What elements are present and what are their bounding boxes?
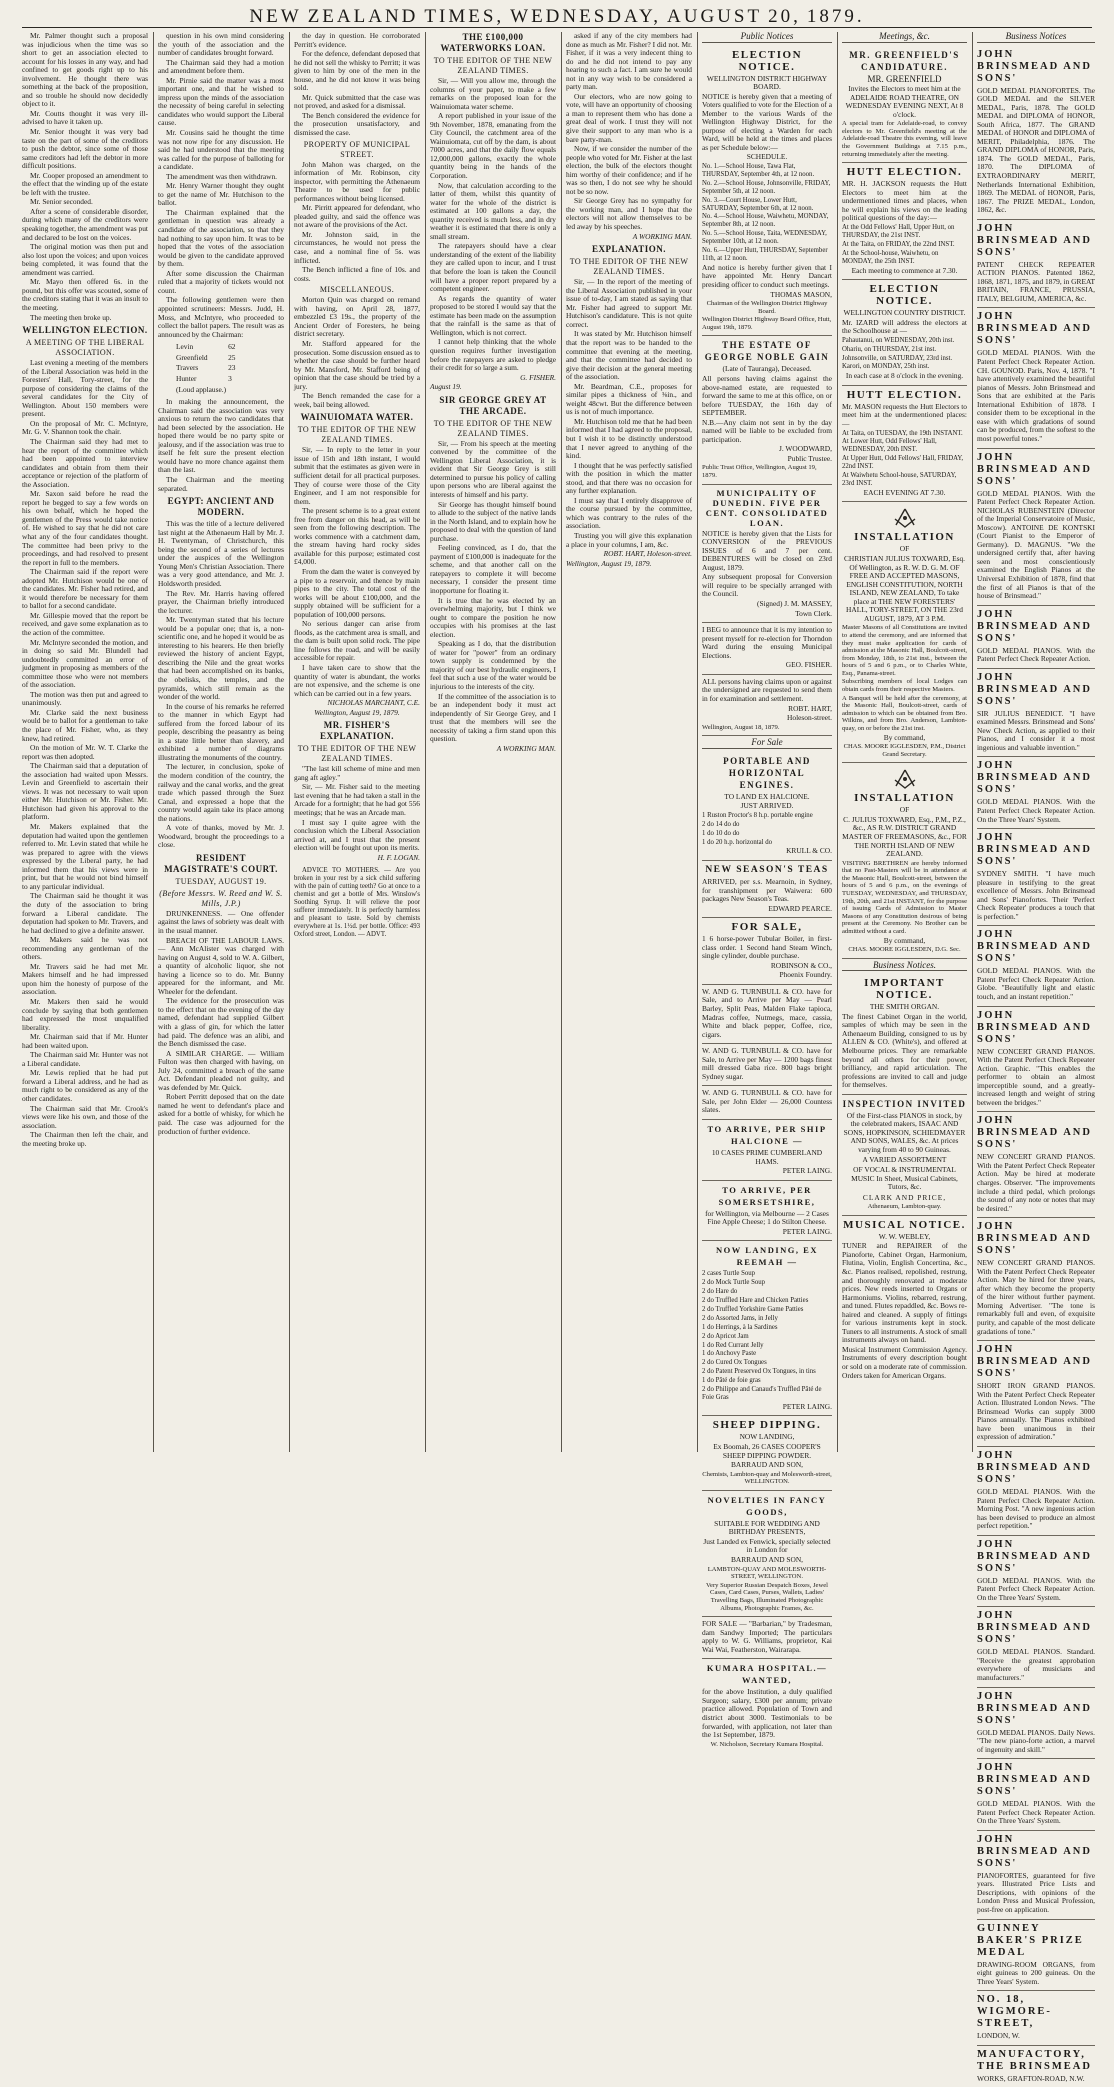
advertisement: THE ESTATE OF GEORGE NOBLE GAIN (Late of Tauranga), Deceased. All persons having claims against the above-named estate, are requested to forward the same to me at this office, on or before TUESDAY, the 16th day of SEPTEMBER. N.B.—Any claim not sent in by the day named will be liable to be excluded from participation. J. WOODWARD, Public Trustee. Public Trust Office, Wellington, August 19, 1879. (702, 336, 832, 484)
advertisement: JOHN BRINSMEAD AND SONS' GOLD MEDAL PIANOS. With the Patent Perfect Check Repeater Action. Globe. "Beautifully light and elastic touch, and an instant repetition." (977, 926, 1095, 1006)
advertisement: JOHN BRINSMEAD AND SONS' GOLD MEDAL PIANOS. With the Patent Perfect Check Repeater Action. On the Three Years' System. (977, 1759, 1095, 1831)
article-heading: EXPLANATION. (591, 244, 667, 255)
masthead (22, 6, 1092, 28)
advertisement: W. AND G. TURNBULL & CO. have for Sale, and to Arrive per May — Pearl Barley, Split Peas, Malden Flake tapioca, Madras coffee, Nutmegs, mace, cassia, White and black pepper, Coffee, rice, cigars. (702, 985, 832, 1044)
table-row: Travers 23 (176, 363, 236, 373)
table-row: Hunter 3 (176, 373, 232, 383)
advertisement: JOHN BRINSMEAD AND SONS' SYDNEY SMITH. "I have much pleasure in testifying to the great excellence of Messrs. John Brinsmead and Sons' Pianofortes. Their 'Perfect Check Repeater' produces a touch that is perfection." (977, 829, 1095, 926)
article-subheading: TO THE EDITOR OF THE NEW ZEALAND TIMES. (297, 744, 417, 764)
advertisement: HUTT ELECTION. MR. H. JACKSON requests the Hutt Electors to meet him at the undermentioned times and places, when he will explain his views on the leading political questions of the day:— At the Odd Fellows' Hall, Upper Hutt, on THURSDAY, the 21st INST. At the Taita, on FRIDAY, the 22nd INST. At the School-house, Waiwhetu, on MONDAY, the 25th INST. Each meeting to commence at 7.30. (842, 163, 967, 280)
advertisement: INSTALLATION OF CHRISTIAN JULIUS TOXWARD, Esq. Of Wellington, as R. W. D. G. M. OF FREE AND ACCEPTED MASONS, ENGLISH CONSTITUTION, NORTH ISLAND, NEW ZEALAND, To take place at THE NEW FORESTERS' HALL, TORY-STREET, ON THE 23rd AUGUST, 1879, AT 3 P.M. Master Masons of all Constitutions are invited to attend the ceremony, and are informed that they must make application for cards of admission at the Masonic Hall, Boulcott-street, from Monday, 18th, to 21st inst., between the hours of 5 and 6 p.m., or to Charles White, Esq., Panama-street. Subscribing members of local Lodges can obtain cards from their respective Masters. A Banquet will be held after the ceremony, at the Masonic Hall, Boulcott-street, cards of admission to which can be obtained from Bro. Wilkins, and from Bro. Anderson, Lambton-quay, on or before the 21st inst. By command, CHAS. MOORE IGGLESDEN, P.M., District Grand Secretary. (842, 502, 967, 763)
article-heading: RESIDENT MAGISTRATE'S COURT. (164, 852, 278, 874)
column-1 (22, 32, 148, 1452)
letter-signature: H. F. LOGAN. (377, 852, 420, 862)
advertisement: JOHN BRINSMEAD AND SONS' GOLD MEDAL PIANOFORTES. The GOLD MEDAL and the SILVER MEDAL, Paris, 1878. The GOLD MEDAL and DIPLOMA of HONOR, South Africa, 1877. The GRAND MEDAL of HONOR and DIPLOMA of MERIT, Philadelphia, 1876. The GRAND DIPLOMA of HONOR, Paris, 1874. The GOLD MEDAL, Paris, 1870. The DIPLOMA of EXTRAORDINARY MERIT, Netherlands International Exhibition, 1869. The MEDAL of HONOR, Paris, 1867. The PRIZE MEDAL, London, 1862, &c. (977, 46, 1095, 220)
advertisement: JOHN BRINSMEAD AND SONS' GOLD MEDAL PIANOS. With the Patent Perfect Check Repeater Action. Morning Post. "A new ingenious action has been devised to produce an almost perfect repetition." (977, 1447, 1095, 1536)
col1-top: Mr. Palmer thought such a proposal was injudicious when the time was so short to get an association elected to account for his losses in any way, and had confined to get goods right up to his involvement. He thought there was something at the back of the proposition, and so trouble he should now decidedly object to it. Mr. Coutts thought it was very ill-advised to have it taken up. Mr. Senior thought it was very bad taste on the part of some of the creditors to push the debtor, since some of those same creditors had left the debtor in more difficult positions. Mr. Cooper proposed an amendment to the effect that the winding up of the estate be left with the trustee. Mr. Senior seconded. After a scene of considerable disorder, during which many of the creditors were speaking together, the amendment was put and declared to be lost on the voices. The original motion was then put and also lost upon the voices; and upon voices being completed, it was found that the amendment was carried. Mr. Mayo then offered 6s. in the pound, but this offer was scouted, some of the creditors stating that it was an insult to the meeting. The meeting then broke up. (22, 31, 148, 322)
advertisement: W. AND G. TURNBULL & CO. have for Sale, to Arrive per May — 1200 bags finest mill dressed Gaba rice. 800 bags bright Sydney sugar. (702, 1044, 832, 1086)
section-heading: Public Notices (702, 32, 832, 43)
article-heading: MR. FISHER'S EXPLANATION. (319, 720, 395, 742)
article-subheading: TO THE EDITOR OF THE NEW ZEALAND TIMES. (433, 56, 553, 75)
column-8 (977, 31, 1095, 2083)
advertisement: IMPORTANT NOTICE. THE SMITH ORGAN. The finest Cabinet Organ in the world, samples of which may be seen in the Athenaeum Building, consigned to us by ALLEN & CO. (White's), and offered at Melbourne prices. They are remarkable beyond all others for their power, brilliancy, and rapid articulation. The professions are invited to call and judge for themselves. (842, 974, 967, 1094)
advertisement: I BEG to announce that it is my intention to present myself for re-election for Thorndon Ward during the ensuing Municipal Elections. GEO. FISHER. (702, 623, 832, 675)
advertisement: KUMARA HOSPITAL.—WANTED, for the above Institution, a duly qualified Surgeon; salary, £300 per annum; private practice allowed. Population of Town and district about 3000. Testimonials to be forwarded, with application, not later than the 1st September, 1879. W. Nicholson, Secretary Kumara Hospital. (702, 1663, 832, 1748)
column-rule (697, 32, 698, 1452)
advertisement: FOR SALE — "Barbarian," by Tradesman, dam Sandwy Imported; The particulars apply to W. G. Williams, proprietor, Kai Wai Wai, Featherston, Wairarapa. (702, 1617, 832, 1659)
article-heading: WELLINGTON ELECTION. (22, 325, 148, 336)
advertisement: JOHN BRINSMEAD AND SONS' PIANOFORTES, guaranteed for five years. Illustrated Price Lists and Descriptions, with opinions of the London Press and Musical Profession, post-free on application. (977, 1831, 1095, 1920)
advertisement: JOHN BRINSMEAD AND SONS' GOLD MEDAL PIANOS. With the Patent Perfect Check Repeater Action. On the Three Years' System. (977, 1536, 1095, 1608)
column-rule (972, 32, 973, 1452)
advertisement: INSPECTION INVITED Of the First-class PIANOS in stock, by the celebrated makers, ISAAC AND SONS, HOPKINSON, SCHIEDMAYER AND SONS, WALES, &c. At prices varying from 40 to 90 Guineas. A VARIED ASSORTMENT OF VOCAL & INSTRUMENTAL MUSIC In Sheet, Musical Cabinets, Tutors, &c. CLARK AND PRICE, Athenaeum, Lambton-quay. (842, 1095, 967, 1216)
article-subheading: A MEETING OF THE LIBERAL ASSOCIATION. (25, 338, 145, 358)
advertisement: JOHN BRINSMEAD AND SONS' SIR JULIUS BENEDICT. "I have examined Messrs. Brinsmead and Sons' New Check Action, as applied to their Pianos, and I consider it a most ingenious and valuable invention." (977, 669, 1095, 758)
advertisement: MUSICAL NOTICE. W. W. WEBLEY, TUNER and REPAIRER of the Pianoforte, Cabinet Organ, Harmonium, Flutina, Violin, English Concertina, &c., &c. Pianos realised, repolished, restrung, and thoroughly renovated at moderate prices. New reeds inserted to Organs or Harmoniums. Violins, rebarred, restrung, and tuned. Flutes repaddled, &c. Bows re-haired and cleaned. A supply of fittings for various instruments kept in stock. Tuners to all instruments. A stock of small instruments always on hand. Musical Instrument Commission Agency. Instruments of every description bought or sold on a moderate rate of commission. Orders taken for American Organs. (842, 1218, 967, 1380)
advertisement: JOHN BRINSMEAD AND SONS' NEW CONCERT GRAND PIANOS. With the Patent Perfect Check Repeater Action. Graphic. "This enables the performer to obtain an almost imperceptible sound, and a greatly-increased length and weight of string between the bridges." (977, 1007, 1095, 1113)
article-subheading: TO THE EDITOR OF THE NEW ZEALAND TIMES. (297, 425, 417, 445)
advertisement: JOHN BRINSMEAD AND SONS' GOLD MEDAL PIANOS. With the Patent Perfect Check Repeater Action. CH. GOUNOD. Paris, Nov. 4, 1878. "I have attentively examined the beautiful pianos of Messrs. John Brinsmead and Sons that are exhibited at the Paris International Exhibition of 1878. I consider them to be exceptional in the ease with which gradations of sound can be produced, from the softest to the most powerful tones." (977, 308, 1095, 448)
column-rule (425, 32, 426, 1452)
article-heading: WAINUIOMATA WATER. (300, 412, 414, 423)
letter-signature: A WORKING MAN. (496, 743, 556, 753)
advertisement: FOR SALE, 1 6 horse-power Tubular Boiler, in first-class order. 1 Second hand Steam Winch, single cylinder, double purchase. ROBINSON & CO., Phoenix Foundry. (702, 918, 832, 985)
column-rule (837, 32, 838, 1452)
advertisement: PORTABLE AND HORIZONTAL ENGINES. TO LAND EX HALCIONE. JUST ARRIVED. 1 Ruston Proctor's 8 h.p. portable engine 2 do 14 do do 1 do 10 do do 1 do 20 h.p. horizontal do KRULL & CO. (702, 752, 832, 861)
advertisement: HUTT ELECTION. Mr. MASON requests the Hutt Electors to meet him at the undermentioned places:— At Taita, on TUESDAY, the 19th INSTANT. At Lower Hutt, Odd Fellows' Hall, WEDNESDAY, 20th INST. At Upper Hutt, Odd Fellows' Hall, FRIDAY, 22nd INST. At Waiwhetu School-house, SATURDAY, 23rd INST. EACH EVENING AT 7.30. (842, 386, 967, 503)
column-rule (153, 32, 154, 1452)
advertisement: ALL persons having claims upon or against the undersigned are requested to send them in for examination and settlement. ROBT. HART, Holeson-street. Wellington, August 18, 1879. (702, 675, 832, 736)
table-row: Levin 62 (176, 342, 236, 352)
letter-signature: G. FISHER. (520, 372, 556, 382)
advertisement: JOHN BRINSMEAD AND SONS' GOLD MEDAL PIANOS. With the Patent Perfect Check Repeater Action. NICHOLAS RUBENSTEIN (Director of the Imperial Conservatoire of Music, Moscow). ANTOINE DE KONTSKI (Court Pianist to the Emperor of Germany). D. MAGNUS. "We the undersigned certify that, after having seen and most conscientiously examined the English Pianos at the Universal Exhibition of 1878, find that the first of all Pianos is that of the house of Brinsmead." (977, 449, 1095, 606)
advertisement: W. AND G. TURNBULL & CO. have for Sale, per John Elder — 26,000 Countess slates. (702, 1086, 832, 1120)
column-2: question in his own mind considering the youth of the association and the number of candidates brought forward. The Chairman said they had a motion and amendment before them. Mr. Pirnie said the matter was a most important one, and that he wished to impress upon the minds of the association the necessity of being careful in selecting candidates who would support the Liberal cause. Mr. Cousins said he thought the time was not now ripe for any discussion. He said he had understood that the meeting was called for the purpose of balloting for a candidate. The amendment was then withdrawn. Mr. Henry Warner thought they ought to get the name of Mr. Hutchison to the ballot. The Chairman explained that the gentleman in question was already a candidate of the association, so that they had nothing to say upon him. It was to be hoped that the votes of the association would be given to the candidate approved by them. After some discussion the Chairman ruled that a majority of tickets would not count. The following gentlemen were then appointed scrutineers: Messrs. Judd, H. Moss, and McIntyre, who proceeded to collect the ballot papers. The result was as announced by the Chairman: Levin 62 Greenfield 25 Travers 23 Hunter 3 (Loud applause.) In making the announcement, the Chairman said the association was very anxious to return the two candidates that had been selected by the association. He hoped there would be no party spite or jealousy, and if the association was true to itself he felt sure the present election would have no more chance against them than the last. The Chairman and the meeting separated. EGYPT: ANCIENT AND MODERN. This was the title of a lecture delivered last night at the Athenaeum Hall by Mr. J. H. Twentyman, of Christchurch, this being the second of a series of lectures under the auspices of the Wellington Young Men's Christian Association. There was a very good attendance, and Mr. J. Holdsworth presided. The Rev. Mr. Harris having offered prayer, the Chairman briefly introduced the lecturer. Mr. Twentyman stated that his lecture would be a popular one; that is, a non-scientific one, and he hoped it would be as interesting to his hearers. He then briefly reviewed the history of ancient Egypt, describing the Nile and the great works that had been accomplished on its banks, the obelisks, the temples, and the pyramids, which still remain as the wonder of the world. In the course of his remarks he referred to the manner in which Egypt had suffered from the forced labour of its people, describing the peasantry as being in a state little better than slavery, and exhibited a number of diagrams illustrating the monuments of the country. The lecturer, in conclusion, spoke of the modern condition of the country, the railway and the canal works, and the great trade which passed through the Suez Canal, and expressed a hope that the country would again take its place among the nations. A vote of thanks, moved by Mr. J. Woodward, brought the proceedings to a close. RESIDENT MAGISTRATE'S COURT. TUESDAY, AUGUST 19. (Before Messrs. W. Reed and W. S. Mills, J.P.) DRUNKENNESS. — One offender against the laws of sobriety was dealt with in the usual manner. BREACH OF THE LABOUR LAWS. — Ann McAlister was charged with having on August 4, sold to W. A. Gilbert, a quantity of alcoholic liquor, she not having a licence so to do. Mr. Bunny appeared for the informant, and Mr. Wheeler for the defendant. The evidence for the prosecution was to the effect that on the evening of the day named, defendant had supplied Gilbert with a glass of gin, for which the latter had paid. The defence was an alibi, and the Bench dismissed the case. A SIMILAR CHARGE. — William Fulton was then charged with having, on July 24, committed a breach of the same Act. Defendant pleaded not guilty, and was defended by Mr. Quick. Robert Perritt deposed that on the date named he went to defendant's place and asked for a bottle of whisky, for which he paid. The case was adjourned for the production of further evidence. (158, 31, 284, 1136)
ballot-results (174, 341, 237, 396)
column-4: THE £100,000 WATERWORKS LOAN. TO THE EDITOR OF THE NEW ZEALAND TIMES. Sir, — Will you allow me, through the columns of your paper, to make a few remarks on the proposed loan for the Wainuiomata water scheme. A report published in your issue of the 9th November, 1878, emanating from the City Council, the catchment area of the Wainuiomata, cut off by the dam, is about 7000 acres, and that the daily flow equals 12,000,000 gallons, exactly the whole quantity being in the hands of the Corporation. Now, that calculation according to the latter of them, whilst this quantity of water for the whole of the district is estimated at 100 gallons a day, the quantity received is much less, and in dry weather it is estimated that there is only a small stream. The ratepayers should have a clear understanding of the extent of the liability they are called upon to incur, and I trust that before the loan is taken the Council will have a proper report prepared by a competent engineer. As regards the quantity of water proposed to be stored I would say that the estimate has been made on the assumption that the rainfall is the same as that of Wellington, which is not correct. I cannot help thinking that the whole question requires further investigation before the ratepayers are asked to pledge their credit for so large a sum. G. FISHER. August 19. SIR GEORGE GREY AT THE ARCADE. TO THE EDITOR OF THE NEW ZEALAND TIMES. Sir, — From his speech at the meeting convened by the committee of the Wellington Liberal Association, it is evident that Sir George Grey is still determined to pursue his policy of calling upon persons who are liberal against the interests of himself and his party. Sir George has thought himself bound to allude to the subject of the native lands in the North Island, and to explain how he proposed to deal with the question of land purchase. Feeling convinced, as I do, that the payment of £100,000 is inadequate for the scheme, and that another call on the ratepayers to complete it will become necessary, I consider the present time inopportune for floating it. It is true that he was elected by an overwhelming majority, but I think we ought to compare the position he now occupies with his promises at the last election. Speaking as I do, that the distribution of water for "power" from an ordinary town supply is condemned by the majority of our best hydraulic engineers, I feel that such a use of the water would be injurious to the interests of the city. If the committee of the association is to be an independent body it must act independently of Sir George Grey, and I trust that the members will see the necessity of taking a firm stand upon this question. A WORKING MAN. (430, 32, 556, 753)
advertisement: MANUFACTORY, THE BRINSMEAD WORKS, GRAFTON-ROAD, N.W. (977, 2048, 1092, 2083)
advertisement: NOW LANDING, EX REEMAH — 2 cases Turtle Soup 2 do Mock Turtle Soup 2 do Hare do 2 do Truffled Hare and Chicken Patties 2 do Truffled Yorkshire Game Patties 2 do Assorted Jams, in Jelly 1 do Herrings, à la Sardines 2 do Apricot Jam 1 do Red Currant Jelly 1 do Anchovy Paste 2 do Cured Ox Tongues 2 do Patent Preserved Ox Tongues, in tins 1 do Pâté de foie gras 2 do Philippe and Canaud's Truffled Pâté de Foie Gras PETER LAING. (702, 1241, 832, 1416)
masthead-title: NEW ZEALAND TIMES, WEDNESDAY, AUGUST 20, 1879. (249, 6, 865, 27)
column-rule (561, 32, 562, 1452)
advertisement: ELECTION NOTICE. WELLINGTON DISTRICT HIGHWAY BOARD. NOTICE is hereby given that a meeting of Voters qualified to vote for the Election of a Member to the various Wards of the Wellington Highway District, for the purpose of electing a Warden for each Ward, will be held at the times and places as per Schedule below:— SCHEDULE. No. 1.—School House, Tawa Flat, THURSDAY, September 4th, at 12 noon. No. 2.—School House, Johnsonville, FRIDAY, September 5th, at 12 noon. No. 3.—Court House, Lower Hutt, SATURDAY, September 6th, at 12 noon. No. 4.—School House, Waiwhetu, MONDAY, September 8th, at 12 noon. No. 5.—School House, Taita, WEDNESDAY, September 10th, at 12 noon. No. 6.—Upper Hutt, THURSDAY, September 11th, at 12 noon. And notice is hereby further given that I have appointed Mr. Henry Dancart presiding officer to conduct such meetings. THOMAS MASON, Chairman of the Wellington District Highway Board. Wellington District Highway Board Office, Hutt, August 19th, 1879. (702, 46, 832, 337)
letter-signature: NICHOLAS MARCHANT, C.E. (327, 698, 420, 708)
column-3: the day in question. He corroborated Perritt's evidence. For the defence, defendant deposed that he did not sell the whisky to Perritt; it was given to him by one of the men in the house, and he did not know it was being sold. Mr. Quick submitted that the case was not proved, and asked for a dismissal. The Bench considered the evidence for the prosecution unsatisfactory, and dismissed the case. PROPERTY OF MUNICIPAL STREET. John Mahon was charged, on the information of Mr. Robinson, city inspector, with permitting the Athenaeum Theatre to be used for public performances without being licensed. Mr. Pirritt appeared for defendant, who pleaded guilty, and said the offence was not aware of the provisions of the Act. Mr. Johnston said, in the circumstances, he would not press the case, and a nominal fine of 5s. was inflicted. The Bench inflicted a fine of 10s. and costs. MISCELLANEOUS. Morton Quin was charged on remand with having, on April 28, 1877, embezzled £3 19s., the property of the Ancient Order of Foresters, he being district secretary. Mr. Stafford appeared for the prosecution. Some discussion ensued as to whether the case should be further heard by Mr. Mansford, Mr. Stafford being of opinion that the case should be tried by a jury. The Bench remanded the case for a week, bail being allowed. WAINUIOMATA WATER. TO THE EDITOR OF THE NEW ZEALAND TIMES. Sir, — In reply to the letter in your issue of 15th and 18th instant, I would submit that the estimates as given were in sufficient detail for all practical purposes. They of course were those of the City Engineer, and I am not responsible for them. The present scheme is to a great extent free from danger on this head, as will be seen from the following description. The works commence with a catchment dam, the stream having hard rocky sides available for this purpose; estimated cost £4,000. From the dam the water is conveyed by a pipe to a reservoir, and thence by main pipes to the city. The total cost of the works will be about £100,000, and the supply obtained will be sufficient for a population of 100,000 persons. No serious danger can arise from floods, as the catchment area is small, and the dam is built upon solid rock. The pipe line follows the road, and will be easily accessible for repair. I have taken care to show that the quantity of water is abundant, the works are not expensive, and the scheme is one which can be carried out in a few years. NICHOLAS MARCHANT, C.E. Wellington, August 19, 1879. MR. FISHER'S EXPLANATION. TO THE EDITOR OF THE NEW ZEALAND TIMES. "The last kill scheme of mine and men gang aft agley." Sir, — Mr. Fisher said to the meeting last evening that he had taken a stall in the Arcade for a fortnight; that he had got 556 meetings; that he was an Arcade man. I must say I quite agree with the conclusion which the Liberal Association arrived at, and I trust that the present election will be fought out upon its merits. H. F. LOGAN. ADVICE TO MOTHERS. — Are you broken in your rest by a sick child suffering with the pain of cutting teeth? Go at once to a chemist and get a bottle of Mrs. Winslow's Soothing Syrup. It will relieve the poor sufferer immediately. It is perfectly harmless and pleasant to taste. Sold by chemists everywhere at 1s. 1½d. per bottle. Office: 493 Oxford street, London. — ADVT. (294, 31, 420, 938)
advertisement: JOHN BRINSMEAD AND SONS' NEW CONCERT GRAND PIANOS. With the Patent Perfect Check Repeater Action. May be hired at moderate charges. Observer. "The improvements include a third pedal, which prolongs the sound of any note or notes that may be desired." (977, 1112, 1095, 1218)
advertisement: SHEEP DIPPING. NOW LANDING, Ex Boomah, 26 CASES COOPER'S SHEEP DIPPING POWDER. BARRAUD AND SON, Chemists, Lambton-quay and Molesworth-street, WELLINGTON. (702, 1416, 832, 1490)
advertisement: JOHN BRINSMEAD AND SONS' NEW CONCERT GRAND PIANOS. With the Patent Perfect Check Repeater Action. May be hired for three years, after which they become the property of the hirer without further payment. Morning Advertiser. "The tone is remarkably full and even, of exquisite purity, and capable of the most delicate gradations of tone." (977, 1218, 1095, 1341)
section-heading: For Sale (702, 738, 832, 749)
article-subheading: TUESDAY, AUGUST 19. (175, 876, 267, 886)
advertisement: JOHN BRINSMEAD AND SONS' GOLD MEDAL PIANOS. Daily News. "The new piano-forte action, a marvel of ingenuity and skill." (977, 1688, 1095, 1760)
advertisement: TO ARRIVE, PER SOMERSETSHIRE, for Wellington, via Melbourne — 2 Cases Fine Apple Cheese; 1 do Stilton Cheese. PETER LAING. (702, 1181, 832, 1242)
advertisement: JOHN BRINSMEAD AND SONS' GOLD MEDAL PIANOS. With the Patent Perfect Check Repeater Action. On the Three Years' System. (977, 757, 1095, 829)
article-subheading: TO THE EDITOR OF THE NEW ZEALAND TIMES. (569, 257, 689, 277)
masonic-emblem-icon (892, 768, 918, 790)
column-rule (289, 32, 290, 1452)
article-subheading: (Before Messrs. W. Reed and W. S. Mills, J.P.) (159, 888, 283, 908)
advertisement: NOVELTIES IN FANCY GOODS, SUITABLE FOR WEDDING AND BIRTHDAY PRESENTS, Just Landed ex Fenwick, specially selected in London for BARRAUD AND SON, LAMBTON-QUAY AND MOLESWORTH-STREET, WELLINGTON. Very Superior Russian Despatch Boxes, Jewel Cases, Card Cases, Purses, Wallets, Ladies' Travelling Bags, Illuminated Photographic Albums, Photographic Frames, &c. (702, 1491, 832, 1617)
article-heading: SIR GEORGE GREY AT THE ARCADE. (439, 394, 547, 416)
column-6 (702, 31, 832, 1748)
advertisement: MUNICIPALITY OF DUNEDIN. FIVE PER CENT. CONSOLIDATED LOAN. NOTICE is hereby given that the Lists for CONVERSION of the PREVIOUS ISSUES of 6 and 7 per cent. DEBENTURES will be closed on 23rd August, 1879. Any subsequent proposal for Conversion will require to be specially arranged with the Council. (Signed) J. M. MASSEY, Town Clerk. (702, 485, 832, 623)
advertisement: NEW SEASON'S TEAS ARRIVED, per s.s. Mearnoin, in Sydney, for transhipment per Waiwera: 600 packages New Season's Teas. EDWARD PEARCE. (702, 861, 832, 918)
advertisement: JOHN BRINSMEAD AND SONS' GOLD MEDAL PIANOS. With the Patent Perfect Check Repeater Action. (977, 606, 1095, 669)
section-heading: Meetings, &c. (842, 32, 967, 43)
article-subheading: MISCELLANEOUS. (319, 285, 395, 295)
advertisement: ADVICE TO MOTHERS. — Are you broken in your rest by a sick child suffering with the pain of cutting teeth? Go at once to a chemist and get a bottle of Mrs. Winslow's Soothing Syrup. It will relieve the poor sufferer immediately. It is perfectly harmless and pleasant to taste. Sold by chemists everywhere at 1s. 1½d. per bottle. Office: 493 Oxford street, London. — ADVT. (294, 867, 420, 938)
article-heading: THE £100,000 WATERWORKS LOAN. (440, 32, 546, 53)
advertisement: GUINNEY BAKER'S PRIZE MEDAL DRAWING-ROOM ORGANS, from eight guineas to 200 guineas. On the Three Years' System. (977, 1920, 1095, 1992)
advertisement: MR. GREENFIELD'S CANDIDATURE. MR. GREENFIELD Invites the Electors to meet him at the ADELAIDE ROAD THEATRE, ON WEDNESDAY EVENING NEXT, At 8 o'clock. A special tram for Adelaide-road, to convey electors to Mr. Greenfield's meeting at the Adelaide-road Theatre this evening, will leave the Government Buildings at 7.15 p.m., returning immediately after the meeting. (842, 46, 967, 164)
col1-article: Last evening a meeting of the members of the Liberal Association was held in the Foresters' Hall, Tory-street, for the purpose of considering the claims of the several candidates for the City of Wellington. About 150 members were present. On the proposal of Mr. C. McIntyre, Mr. G. V. Shannon took the chair. The Chairman said they had met to hear the report of the committee which had been appointed to interview candidates and obtain from them their acceptance or rejection of the platform of the Association. Mr. Saxon said before he read the report he begged to say a few words on his own behalf, which he hoped the gentlemen of the Press would take notice of. He wished to say that he did not care what any of the four candidates thought. The committee had been privy to the proceedings, and had resolved to present the report in full to the members. The Chairman said if the report were adopted Mr. Hutchison would be one of the candidates. Mr. Fisher had retired, and it would therefore be necessary for them to ballot for a second candidate. Mr. Gillespie moved that the report be received, and gave some explanation as to the action of the committee. Mr. McIntyre seconded the motion, and in doing so said Mr. Blundell had undoubtedly committed an error of judgment in proposing as members of the committee those who were not members of the association. The motion was then put and agreed to unanimously. Mr. Clarke said the next business would be to ballot for a gentleman to take the place of Mr. Fisher, who, as they knew, had retired. On the motion of Mr. W. T. Clarke the report was then adopted. The Chairman said that a deputation of the association had waited upon Messrs. Levin and Greenfield to ascertain their views. It was not necessary to wait upon either Mr. Hutchison or Mr. Fisher. Mr. Hutchison had given his approval to the platform. Mr. Makers explained that the deputation had waited upon the gentlemen referred to. Mr. Levin stated that while he was prepared to agree with the views expressed by the Liberal party, he had informed them that his views were in print, but that he would not bind himself to any particular individual. The Chairman said he thought it was the duty of the association to bring forward a Liberal candidate. The deputation had spoken to Mr. Travers, and he had declined to give a definite answer. Mr. Makers said he was not recommending any gentleman of the others. Mr. Travers said he had met Mr. Makers himself and he had impressed upon him the honesty of purpose of the association. Mr. Makers then said he would conclude by saying that both gentlemen had expressed the most unqualified liberality. Mr. Chairman said that if Mr. Hunter had been waited upon. The Chairman said Mr. Hunter was not a Liberal candidate. Mr. Lewis replied that he had put forward a Liberal address, and he had as much right to be considered as any of the other candidates. The Chairman said that Mr. Crook's views were like his own, and those of the association. The Chairman then left the chair, and the meeting broke up. (22, 358, 148, 1148)
advertisement: ELECTION NOTICE. WELLINGTON COUNTRY DISTRICT. Mr. IZARD will address the electors at the Schoolhouse at — Pahautanui, on WEDNESDAY, 20th inst. Ohariu, on THURSDAY, 21st inst. Johnsonville, on SATURDAY, 23rd inst. Karori, on MONDAY, 25th inst. In each case at 8 o'clock in the evening. (842, 280, 967, 386)
table-row: Greenfield 25 (176, 352, 236, 362)
advertisement: NO. 18, WIGMORE-STREET, LONDON, W. (977, 1991, 1095, 2046)
advertisement: TO ARRIVE, PER SHIP HALCIONE — 10 CASES PRIME CUMBERLAND HAMS. PETER LAING. (702, 1120, 832, 1181)
section-heading: Business Notices. (842, 961, 967, 972)
advertisement: INSTALLATION OF C. JULIUS TOXWARD, Esq., P.M., P.Z., &c., AS R.W. DISTRICT GRAND MASTER OF FREEMASONS, &c., FOR THE NORTH ISLAND OF NEW ZEALAND. VISITING BRETHREN are hereby informed that no Past-Masters will be in attendance at the Masonic Hall, Boulcott-street, between the hours of 5 and 6 p.m., on the evenings of TUESDAY, WEDNESDAY, and THURSDAY, 19th, 20th, and 21st INSTANT, for the purpose of issuing Cards of Admission to Master Masons of any Constitution desirous of being present at the Ceremony. No Brother can be admitted without a card. By command, CHAS. MOORE IGGLESDEN, D.G. Sec. (842, 763, 967, 958)
article-subheading: TO THE EDITOR OF THE NEW ZEALAND TIMES. (433, 418, 553, 438)
letter-signature: A WORKING MAN. (632, 231, 692, 241)
section-heading: Business Notices (977, 32, 1095, 43)
article-subheading: PROPERTY OF MUNICIPAL STREET. (303, 139, 411, 159)
letter-signature: ROBT. HART, Holeson-street. (603, 549, 692, 559)
article-heading: EGYPT: ANCIENT AND MODERN. (167, 496, 275, 518)
advertisement: JOHN BRINSMEAD AND SONS' PATENT CHECK REPEATER ACTION PIANOS. Patented 1862, 1868, 1871, 1875, and 1879, in GREAT BRITAIN, FRANCE, PRUSSIA, ITALY, BELGIUM, AMERICA, &c. (977, 220, 1095, 309)
table-row: (Loud applause.) (176, 384, 227, 394)
column-7 (842, 32, 967, 1452)
masonic-emblem-icon (892, 507, 918, 529)
column-5: asked if any of the city members had done as much as Mr. Fisher? I did not. Mr. Fisher, if it was a very indecent thing to do and he did not intend to pay any hearing to such a fact. I am sure he would not in any way wish to be considered a party man. Our electors, who are now going to vote, will have an opportunity of choosing a man to represent them who has done a great deal of work. I trust they will not give their support to any man who is a bare party-man. Now, if we consider the number of the people who voted for Mr. Fisher at the last election, the bulk of the electors thought him worthy of their confidence; and if he was so then, I do not see why he should not be so now. Sir George Grey has no sympathy for the working man, and I hope that the electors will not allow themselves to be led away by his speeches. A WORKING MAN. EXPLANATION. TO THE EDITOR OF THE NEW ZEALAND TIMES. Sir, — In the report of the meeting of the Liberal Association published in your issue of to-day, I am stated as saying that Mr. Fisher had agreed to support Mr. Hutchison's candidature. This is not quite correct. It was stated by Mr. Hutchison himself that the report was to be handed to the committee that evening at the meeting, and that the committee had decided to give their decision at the general meeting of the association. Mr. Beardman, C.E., proposes for similar pipes a thickness of ⅜in., and weight 48cwt. But the difference between us is not of much importance. Mr. Hutchison told me that he had been informed that I had agreed to the proposal, but I wish it to be distinctly understood that I never agreed to anything of the kind. I thought that he was perfectly satisfied with the position in which the matter stood, and that there was no occasion for any further explanation. I must say that I entirely disapprove of the course pursued by the committee, which was contrary to the rules of the association. Trusting you will give this explanation a place in your columns, I am, &c. ROBT. HART, Holeson-street. Wellington, August 19, 1879. (566, 31, 693, 568)
advertisement: JOHN BRINSMEAD AND SONS' SHORT IRON GRAND PIANOS. With the Patent Perfect Check Repeater Action. Illustrated London News. "The Brinsmead Works can supply 3000 Pianos annually. The Pianos exhibited have been unanimous in their expression of admiration." (977, 1341, 1095, 1447)
advertisement: JOHN BRINSMEAD AND SONS' GOLD MEDAL PIANOS. Standard. "Receive the greatest approbation everywhere of musicians and manufacturers." (977, 1607, 1095, 1687)
